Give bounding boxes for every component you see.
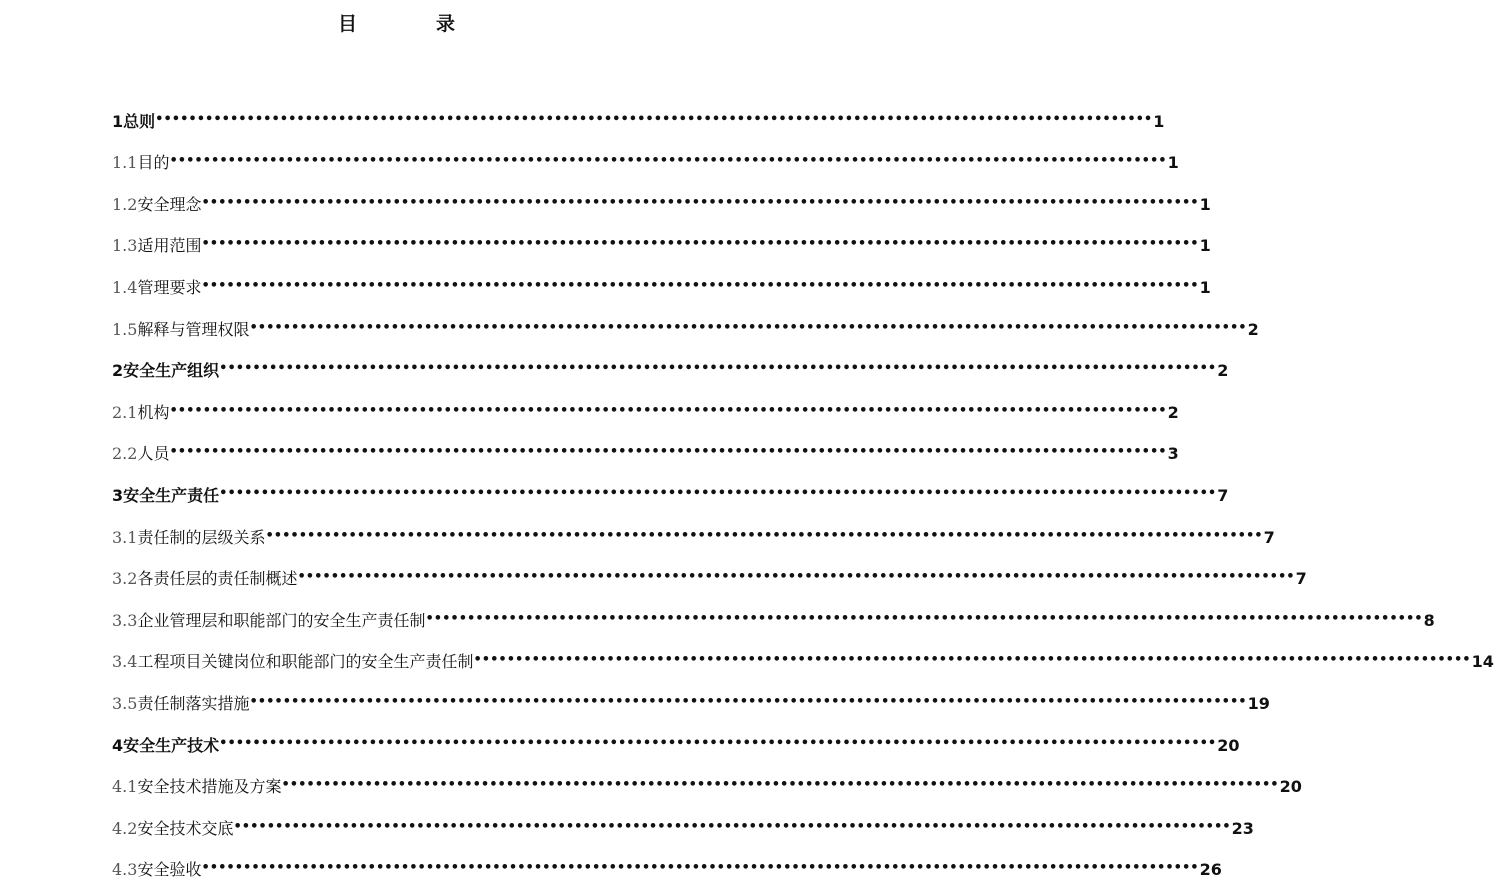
toc-entry-title: 安全验收 — [137, 860, 202, 880]
toc-entry-page-number: 20 — [1217, 735, 1240, 755]
toc-entry[interactable] — [112, 718, 1240, 760]
toc-entry-number: 2 — [112, 361, 124, 381]
dot-leader: •••••••••••••••••••••••••••••••••••••••••••••••••••••••••••••••••••••••••••••••••••••••••••••••••••••••••••••••••••••••• — [201, 236, 1199, 252]
toc-entry-number: 4.1 — [112, 777, 138, 797]
toc-entry[interactable] — [112, 427, 1179, 469]
toc-entry-title: 适用范围 — [137, 236, 202, 256]
dot-leader: •••••••••••••••••••••••••••••••••••••••••••••••••••••••••••••••••••••••••••••••••••••••••••••••••••••••••••••••••••••••• — [265, 527, 1263, 543]
toc-entry-number: 2.1 — [112, 402, 138, 422]
toc-entry[interactable] — [112, 510, 1275, 552]
toc-entry-title: 安全技术措施及方案 — [137, 777, 282, 797]
toc-entry-page-number: 1 — [1199, 194, 1211, 214]
toc-list — [112, 94, 1494, 884]
toc-entry[interactable] — [112, 94, 1165, 136]
toc-entry-title: 各责任层的责任制概述 — [137, 569, 298, 589]
toc-entry-page-number: 23 — [1231, 818, 1254, 838]
toc-entry[interactable] — [112, 843, 1222, 884]
toc-entry-title: 安全技术交底 — [137, 818, 234, 838]
toc-entry-number: 4.2 — [112, 818, 138, 838]
toc-entry-title: 管理要求 — [137, 277, 202, 297]
toc-title: 目 录 — [337, 13, 485, 35]
toc-entry-page-number: 7 — [1295, 569, 1307, 589]
dot-leader: •••••••••••••••••••••••••••••••••••••••••••••••••••••••••••••••••••••••••••••••••••••••••••••••••••••••••••••••••••••••• — [169, 444, 1167, 460]
toc-entry-page-number: 26 — [1199, 860, 1222, 880]
toc-entry-title: 人员 — [137, 444, 170, 464]
dot-leader: •••••••••••••••••••••••••••••••••••••••••••••••••••••••••••••••••••••••••••••••••••••••••••••••••••••••••••••••••••••••• — [201, 860, 1199, 876]
dot-leader: •••••••••••••••••••••••••••••••••••••••••••••••••••••••••••••••••••••••••••••••••••••••••••••••••••••••••••••••••••••••• — [201, 194, 1199, 210]
toc-entry-title: 机构 — [137, 402, 170, 422]
dot-leader: •••••••••••••••••••••••••••••••••••••••••••••••••••••••••••••••••••••••••••••••••••••••••••••••••••••••••••••••••••••••• — [219, 735, 1217, 751]
toc-entry-page-number: 1 — [1199, 236, 1211, 256]
toc-entry-number: 1 — [112, 111, 124, 131]
toc-entry-page-number: 1 — [1153, 111, 1165, 131]
toc-entry[interactable] — [112, 552, 1307, 594]
toc-entry-number: 3.2 — [112, 569, 138, 589]
toc-entry[interactable] — [112, 302, 1259, 344]
toc-entry[interactable] — [112, 260, 1211, 302]
toc-entry-page-number: 20 — [1279, 777, 1302, 797]
dot-leader: •••••••••••••••••••••••••••••••••••••••••••••••••••••••••••••••••••••••••••••••••••••••••••••••••••••••••••••••••••••••• — [473, 652, 1471, 668]
toc-entry-number: 4.3 — [112, 860, 138, 880]
toc-entry-title: 安全理念 — [137, 194, 202, 214]
toc-entry[interactable] — [112, 219, 1211, 261]
toc-entry[interactable] — [112, 760, 1302, 802]
dot-leader: •••••••••••••••••••••••••••••••••••••••••••••••••••••••••••••••••••••••••••••••••••••••••••••••••••••••••••••••••••••••• — [219, 485, 1217, 501]
toc-entry[interactable] — [112, 593, 1435, 635]
toc-entry-page-number: 2 — [1217, 361, 1229, 381]
toc-entry-number: 1.1 — [112, 153, 138, 173]
toc-entry-page-number: 2 — [1167, 402, 1179, 422]
dot-leader: •••••••••••••••••••••••••••••••••••••••••••••••••••••••••••••••••••••••••••••••••••••••••••••••••••••••••••••••••••••••• — [425, 610, 1423, 626]
toc-entry-page-number: 1 — [1199, 277, 1211, 297]
dot-leader: •••••••••••••••••••••••••••••••••••••••••••••••••••••••••••••••••••••••••••••••••••••••••••••••••••••••••••••••••••••••• — [281, 777, 1279, 793]
toc-entry-title: 安全生产组织 — [123, 361, 220, 381]
toc-entry[interactable] — [112, 385, 1179, 427]
toc-entry[interactable] — [112, 801, 1254, 843]
toc-entry[interactable] — [112, 344, 1229, 386]
dot-leader: •••••••••••••••••••••••••••••••••••••••••••••••••••••••••••••••••••••••••••••••••••••••••••••••••••••••••••••••••••••••• — [249, 693, 1247, 709]
toc-entry-title: 安全生产责任 — [123, 485, 220, 505]
dot-leader: •••••••••••••••••••••••••••••••••••••••••••••••••••••••••••••••••••••••••••••••••••••••••••••••••••••••••••••••••••••••• — [169, 153, 1167, 169]
toc-entry-title: 责任制落实措施 — [137, 693, 250, 713]
toc-entry-page-number: 8 — [1423, 610, 1435, 630]
toc-entry-page-number: 14 — [1471, 652, 1494, 672]
toc-entry-number: 3.3 — [112, 610, 138, 630]
toc-entry[interactable] — [112, 136, 1179, 178]
toc-entry-number: 3 — [112, 485, 124, 505]
toc-entry-title: 解释与管理权限 — [137, 319, 250, 339]
toc-entry-number: 2.2 — [112, 444, 138, 464]
toc-entry-title: 目的 — [137, 153, 170, 173]
dot-leader: •••••••••••••••••••••••••••••••••••••••••••••••••••••••••••••••••••••••••••••••••••••••••••••••••••••••••••••••••••••••• — [233, 818, 1231, 834]
dot-leader: •••••••••••••••••••••••••••••••••••••••••••••••••••••••••••••••••••••••••••••••••••••••••••••••••••••••••••••••••••••••• — [297, 569, 1295, 585]
toc-entry[interactable] — [112, 177, 1211, 219]
toc-entry-number: 1.3 — [112, 236, 138, 256]
toc-entry-number: 3.1 — [112, 527, 138, 547]
dot-leader: •••••••••••••••••••••••••••••••••••••••••••••••••••••••••••••••••••••••••••••••••••••••••••••••••••••••••••••••••••••••• — [201, 277, 1199, 293]
toc-entry-title: 企业管理层和职能部门的安全生产责任制 — [137, 610, 426, 630]
toc-entry-page-number: 1 — [1167, 153, 1179, 173]
toc-entry-page-number: 3 — [1167, 444, 1179, 464]
toc-entry-page-number: 2 — [1247, 319, 1259, 339]
toc-entry[interactable] — [112, 468, 1229, 510]
toc-entry-number: 3.4 — [112, 652, 138, 672]
toc-entry-number: 3.5 — [112, 693, 138, 713]
toc-entry[interactable] — [112, 635, 1494, 677]
toc-entry-page-number: 19 — [1247, 693, 1270, 713]
dot-leader: •••••••••••••••••••••••••••••••••••••••••••••••••••••••••••••••••••••••••••••••••••••••••••••••••••••••••••••••••••••••• — [249, 319, 1247, 335]
dot-leader: •••••••••••••••••••••••••••••••••••••••••••••••••••••••••••••••••••••••••••••••••••••••••••••••••••••••••••••••••••••••• — [155, 111, 1153, 127]
toc-entry-number: 1.2 — [112, 194, 138, 214]
dot-leader: •••••••••••••••••••••••••••••••••••••••••••••••••••••••••••••••••••••••••••••••••••••••••••••••••••••••••••••••••••••••• — [169, 402, 1167, 418]
toc-entry-title: 责任制的层级关系 — [137, 527, 266, 547]
toc-entry-title: 安全生产技术 — [123, 735, 220, 755]
toc-entry[interactable] — [112, 676, 1270, 718]
toc-entry-title: 总则 — [123, 111, 156, 131]
toc-entry-number: 1.4 — [112, 277, 138, 297]
dot-leader: •••••••••••••••••••••••••••••••••••••••••••••••••••••••••••••••••••••••••••••••••••••••••••••••••••••••••••••••••••••••• — [219, 361, 1217, 377]
toc-entry-title: 工程项目关键岗位和职能部门的安全生产责任制 — [137, 652, 474, 672]
toc-entry-number: 4 — [112, 735, 124, 755]
toc-entry-page-number: 7 — [1263, 527, 1275, 547]
toc-entry-page-number: 7 — [1217, 485, 1229, 505]
toc-entry-number: 1.5 — [112, 319, 138, 339]
